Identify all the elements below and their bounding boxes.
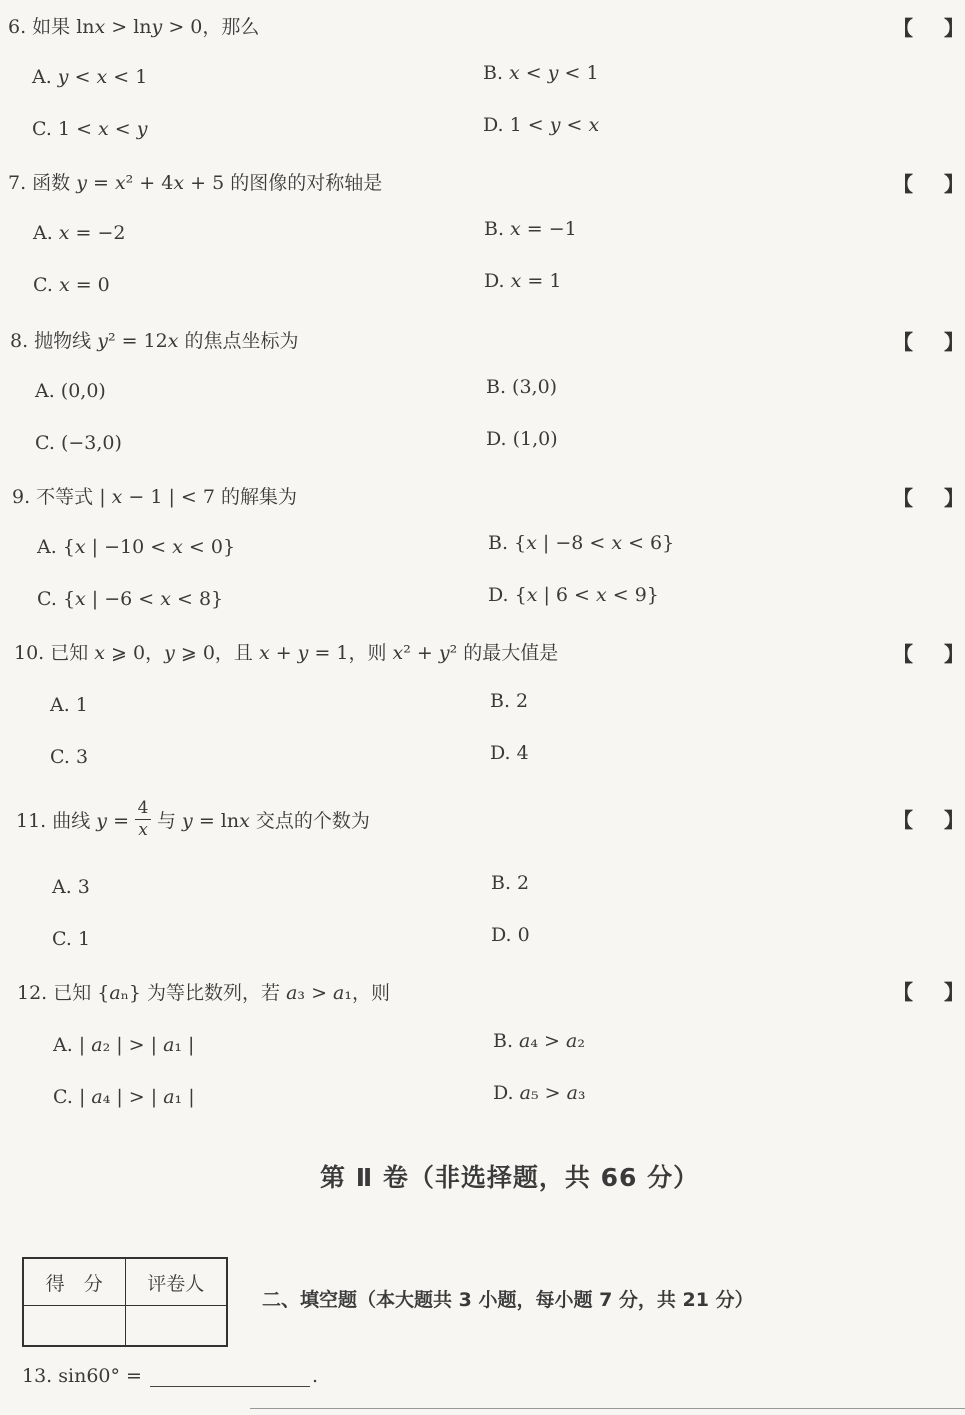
- question-11: [0, 800, 965, 960]
- question-8: [0, 326, 965, 476]
- part-title: 第 Ⅱ 卷（非选择题，共 66 分）: [320, 1163, 700, 1192]
- question-13: [22, 1365, 318, 1387]
- period: .: [312, 1365, 319, 1387]
- score-cell[interactable]: [23, 1306, 125, 1347]
- grader-header: 评卷人: [125, 1258, 227, 1306]
- question-stem: 10. 已知 𝑥 ⩾ 0，𝑦 ⩾ 0，且 𝑥 + 𝑦 = 1，则 𝑥² + 𝑦² 的最大值是: [14, 642, 559, 664]
- option-d[interactable]: D. (1,0): [486, 428, 558, 450]
- answer-bracket-left: 【: [893, 172, 913, 196]
- answer-bracket-right: 】: [944, 330, 964, 354]
- stem-suffix: 与 𝑦 = ln𝑥 交点的个数为: [157, 810, 370, 832]
- answer-bracket-left: 【: [893, 980, 913, 1004]
- option-c[interactable]: C. 1: [52, 928, 91, 950]
- score-table: [22, 1257, 228, 1347]
- answer-bracket-left: 【: [893, 642, 913, 666]
- option-b[interactable]: B. (3,0): [486, 376, 558, 398]
- question-stem: 6. 如果 ln𝑥 > ln𝑦 > 0，那么: [8, 16, 260, 38]
- option-a[interactable]: A. 𝑥 = −2: [33, 222, 126, 244]
- option-a[interactable]: A. 1: [50, 694, 88, 716]
- fraction-denominator: 𝑥: [138, 820, 148, 840]
- answer-bracket-right: 】: [944, 642, 964, 666]
- question-stem: [16, 800, 370, 839]
- option-c[interactable]: C. 3: [50, 746, 89, 768]
- answer-bracket-right: 】: [944, 808, 964, 832]
- question-stem: 12. 已知 {𝑎ₙ} 为等比数列，若 𝑎₃ > 𝑎₁，则: [17, 982, 390, 1004]
- option-a[interactable]: A. (0,0): [35, 380, 106, 402]
- option-b[interactable]: B. 2: [490, 690, 529, 712]
- option-c[interactable]: C. (−3,0): [35, 432, 122, 454]
- option-c[interactable]: C. | 𝑎₄ | > | 𝑎₁ |: [53, 1086, 195, 1108]
- option-c[interactable]: C. 1 < 𝑥 < 𝑦: [32, 118, 148, 140]
- option-d[interactable]: D. 1 < 𝑦 < 𝑥: [483, 114, 600, 136]
- option-a[interactable]: A. | 𝑎₂ | > | 𝑎₁ |: [53, 1034, 195, 1056]
- question-stem: 9. 不等式 | 𝑥 − 1 | < 7 的解集为: [12, 486, 298, 508]
- option-d[interactable]: D. 4: [490, 742, 529, 764]
- option-c[interactable]: C. {𝑥 | −6 < 𝑥 < 8}: [37, 588, 224, 610]
- answer-bracket-right: 】: [944, 172, 964, 196]
- option-b[interactable]: B. 𝑥 = −1: [484, 218, 577, 240]
- answer-bracket-left: 【: [893, 486, 913, 510]
- option-b[interactable]: B. 𝑎₄ > 𝑎₂: [493, 1030, 585, 1052]
- answer-bracket-left: 【: [893, 808, 913, 832]
- option-d[interactable]: D. 0: [491, 924, 530, 946]
- option-b[interactable]: B. {𝑥 | −8 < 𝑥 < 6}: [488, 532, 675, 554]
- question-stem: 13. sin60° =: [22, 1365, 142, 1387]
- section-title: 二、填空题（本大题共 3 小题，每小题 7 分，共 21 分）: [262, 1289, 754, 1311]
- grader-cell[interactable]: [125, 1306, 227, 1347]
- answer-blank[interactable]: [150, 1366, 310, 1387]
- option-d[interactable]: D. 𝑥 = 1: [484, 270, 562, 292]
- question-12: [0, 978, 965, 1128]
- option-d[interactable]: D. 𝑎₅ > 𝑎₃: [493, 1082, 586, 1104]
- question-7: [0, 168, 965, 318]
- stem-prefix: 11. 曲线 𝑦 =: [16, 810, 129, 832]
- option-c[interactable]: C. 𝑥 = 0: [33, 274, 110, 296]
- page-divider: [250, 1408, 965, 1409]
- score-header: 得 分: [23, 1258, 125, 1306]
- answer-bracket-right: 】: [944, 486, 964, 510]
- answer-bracket-right: 】: [944, 16, 964, 40]
- option-a[interactable]: A. 𝑦 < 𝑥 < 1: [32, 66, 148, 88]
- fraction: [135, 800, 151, 839]
- answer-bracket-left: 【: [893, 330, 913, 354]
- answer-bracket-right: 】: [944, 980, 964, 1004]
- question-stem: 7. 函数 𝑦 = 𝑥² + 4𝑥 + 5 的图像的对称轴是: [8, 172, 383, 194]
- answer-bracket-left: 【: [893, 16, 913, 40]
- option-a[interactable]: A. 3: [52, 876, 90, 898]
- question-stem: 8. 抛物线 𝑦² = 12𝑥 的焦点坐标为: [10, 330, 299, 352]
- question-10: [0, 638, 965, 788]
- option-d[interactable]: D. {𝑥 | 6 < 𝑥 < 9}: [488, 584, 659, 606]
- question-6: [0, 12, 965, 162]
- option-b[interactable]: B. 𝑥 < 𝑦 < 1: [483, 62, 599, 84]
- question-9: [0, 482, 965, 632]
- option-b[interactable]: B. 2: [491, 872, 530, 894]
- fraction-numerator: 4: [137, 798, 149, 818]
- option-a[interactable]: A. {𝑥 | −10 < 𝑥 < 0}: [37, 536, 236, 558]
